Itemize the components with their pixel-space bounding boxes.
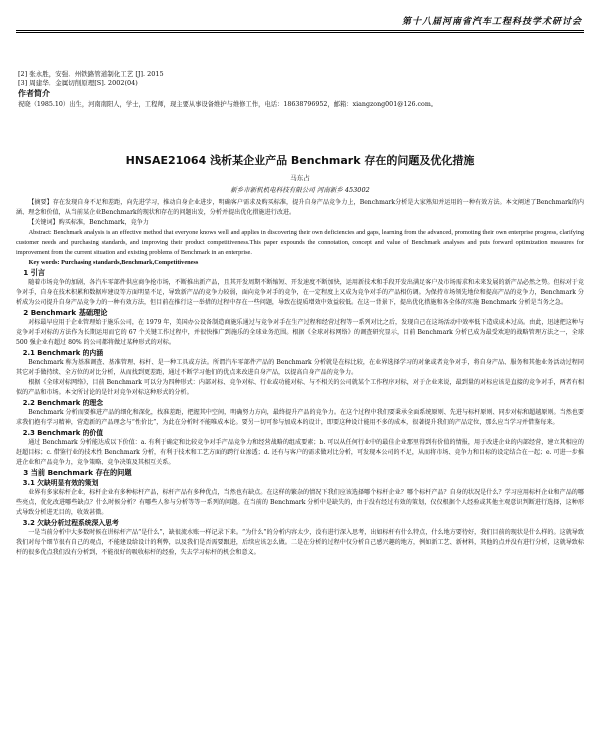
section-1-heading: 1 引言 [23,268,46,277]
header-rule [16,30,584,33]
section-2-1-heading: 2.1 Benchmark 的内涵 [22,349,103,357]
section-3-heading: 3 当前 Benchmark 存在的问题 [23,468,132,477]
section-2-2-heading: 2.2 Benchmark 的理念 [22,399,103,407]
paper-title: HNSAE21064 浅析某企业产品 Benchmark 存在的问题及优化措施 [125,154,475,167]
abstract-cn: 【摘要】存在发现自身不足和差距，向先进学习，推动自身企业进步，明确客户需求及购买标准，提升自身产品竞争力上，Benchmark分析是大家熟知并运用的一种有效方法。本文阐述了Benchmark的内涵、理念和价值，从当前某企业Benchmark的现状和存在的问题出发，分析并提出优化措施进行改进。 [16,199,584,216]
section-2-1-paragraph: Benchmark 称为基准调查、基准管理、标杆、是一种工具或方法。所谓汽车零部件产品的 Benchmark 分析就是在标比较，在业界选择学习的对象或者竞争对手，将自身产品、服务和其他业务活动过程同其它对手做持续、全方位的对比分析，从而找到更差距，通过不断学习他们的优点来改进自身产品，以提高自身产品的竞争力。 [16,359,584,376]
section-2-3-paragraph: 通过 Benchmark 分析能达成以下价值：a. 有利于确定和比较竞争对手产品竞争力和经营战略的组成要素；b. 可以从任何行业中的最佳企业那里得到有价值的情报，用于改进企业的内部经营，建立其相应的赶超目标；c. 借鉴行业的技术性 Benchmark 分析，有利于技术和工艺方面的跨行业渗透；d. 还有与客户的需求做对比分析，可发现本公司的不足，从而将市场、竞争力和目标的设定结合在一起；e. 可进一步推进企业和产品竞争力，竞争策略、竞争决策及其相互关系。 [16,439,584,466]
section-2-paragraph: 对标最早应用于企业管理始于施乐公司，在 1979 年，美国办公设备制造商施乐通过与竞争对手在生产过程和经营过程等一系列对比之后，发现自己在这场活动中效率低下造成成本过高。由此，迅速把这种与竞争对手对标的方法作为长期运用而它的 67 个关键工作过程中，并很快推广到施乐的全球业务范围。根据《全球对标网络》的调查研究显示，目前 Benchmark 分析已成为最受欢迎的战略管理方法之一，全球 500 强企业有超过 80% 的公司都将做过某种形式的对标。 [16,319,584,346]
reference-item: [3] 周建华．金属切削原理[S]. 2002(04) [18,79,138,87]
section-2-heading: 2 Benchmark 基础理论 [23,308,108,317]
paper-affiliation: 新乡市新机机电科技有限公司 河南新乡 453002 [230,186,370,194]
keywords-cn: 【关键词】购买标准，Benchmark，竞争力 [28,219,149,226]
paper-author: 马东占 [290,174,310,182]
section-3-2-paragraph: 一是当前分析中大多数时候在讲标杆产品“是什么”，缺很流水账一样记录下来。“为什么”的分析内容太少，没有进行深入思考，出如标杆有什么特点，什么地方要待好，我们目前的现状是什么样的。这就导致我们对每个细节很有自己的观点，不能建设给设计的利弊，以及我们是否需要跟进，后续应该怎么做。二是在分析的过程中仅分析自己感兴趣的地方，例如新工艺、新材料，其他的点并没有进行分析，这就导致标杆的很多优点我们没有分析到，不能很好的吸收标杆的经验，失去学习标杆的机会和意义。 [16,529,584,556]
section-2-1-paragraph: 根据《全球对标网络》，目前 Benchmark 可以分为四种形式：内部对标、竞争对标、行业或功能对标、与不相关的公司就某个工作程序对标，对于企业来说，最到量的对标应该是直接的竞争对手，两者有相似的产品和市场。本文所讨论的是针对竞争对标这种形式的分析。 [16,379,584,396]
conference-header: 第十八届河南省汽车工程科技学术研讨会 [401,17,582,27]
paper-body [16,198,584,558]
section-2-2-paragraph: Benchmark 分析而要推进产品的细化和深化，找准差距，把握其中空间，明确努力方向，最终提升产品的竞争力。在这个过程中我们要秉承全面系统原则、先进与标杆原则、同步对标和超越原则。当然也要求我们抱有学习精神，营造新的产品理念与“性价比”，为此在分析时不能唯成本论。要另一切可参与加成本的设计，即要这种设计能用不多的成本，很著提升我们的产品定位，那么应当学习并借鉴每来。 [16,409,584,426]
author-info-heading: 作者简介 [18,88,50,98]
abstract-en: Abstract: Benchmark analysis is an effective method that everyone knows well and applies in discovering their own deficiencies and gaps, learning from the advanced, promoting their own enterprise progress, clarifying customer needs and purchasing standards, and improving their product competitiveness.This paper expounds the connotation, concept and value of Benchmark analyses and puts forward optimization measures for improvement from the current situation and existing problems of Benchmark in an enterprise. [16,229,584,256]
section-3-1-heading: 3.1 欠缺明显有效的策划 [22,479,99,487]
section-2-3-heading: 2.3 Benchmark 的价值 [22,429,103,437]
section-3-2-heading: 3.2 欠缺分析过程系统深入思考 [22,519,119,527]
keywords-en: Key words: Purchasing standards,Benchmark,Competitiveness [28,259,199,266]
section-1-paragraph: 随着市场竞争的加剧，各汽车零部件供应商争抢市场，不断推出新产品，且其开发周期不断缩短、开发速度不断加快，运用新技术和手段开发出满足客户及市场需求和未来发展的新产品必然之势。但标对于竞争对手，自身在技术积累和数据库建设等方面明显不足，导致新产品的竞争力较弱，面向竞争对手的竞争，在一定程度上又成为竞争对手的产品相仿调。为保持市场领先地位和提高产品的竞争力，Benchmark 分析成为公司提升自身产品竞争力的一种有效方法，但目前在推行这一举措的过程中存在一些问题，导致在提质增效中效益较低。在这一背景下，提出优化措施和各全体的实施 Benchmark 分析是当务之急。 [16,279,584,306]
section-3-1-paragraph: 业界有多家标杆企业，标杆企业有多种标杆产品，标杆产品有多种优点，当然也有缺点。在这样的繁杂的情况下我们应该选择哪个标杆企业？哪个标杆产品？自身的状况是什么？学习应用标杆企业和产品的哪些亮点，优化改进哪些缺点？什么时候分析？有哪些人参与分析等等一系列的问题。在当前的 Benchmark 分析中是缺失的，由于没有经过有效的策划，仅仅根据个人经验或其他主观意识判断进行选择，这种形式导致分析进无目的，收效甚微。 [16,489,584,516]
author-bio: 祝晓（1985.10）出生，河南南阳人，学士，工程师，现主要从事设备维护与维修工作，电话：18638796952，邮箱：xiangzong001@126.com。 [18,101,438,108]
reference-item: [2] 张永胜，安强．州铁路管道制化工艺 [J]. 2015 [18,70,164,78]
reference-list [18,70,164,88]
